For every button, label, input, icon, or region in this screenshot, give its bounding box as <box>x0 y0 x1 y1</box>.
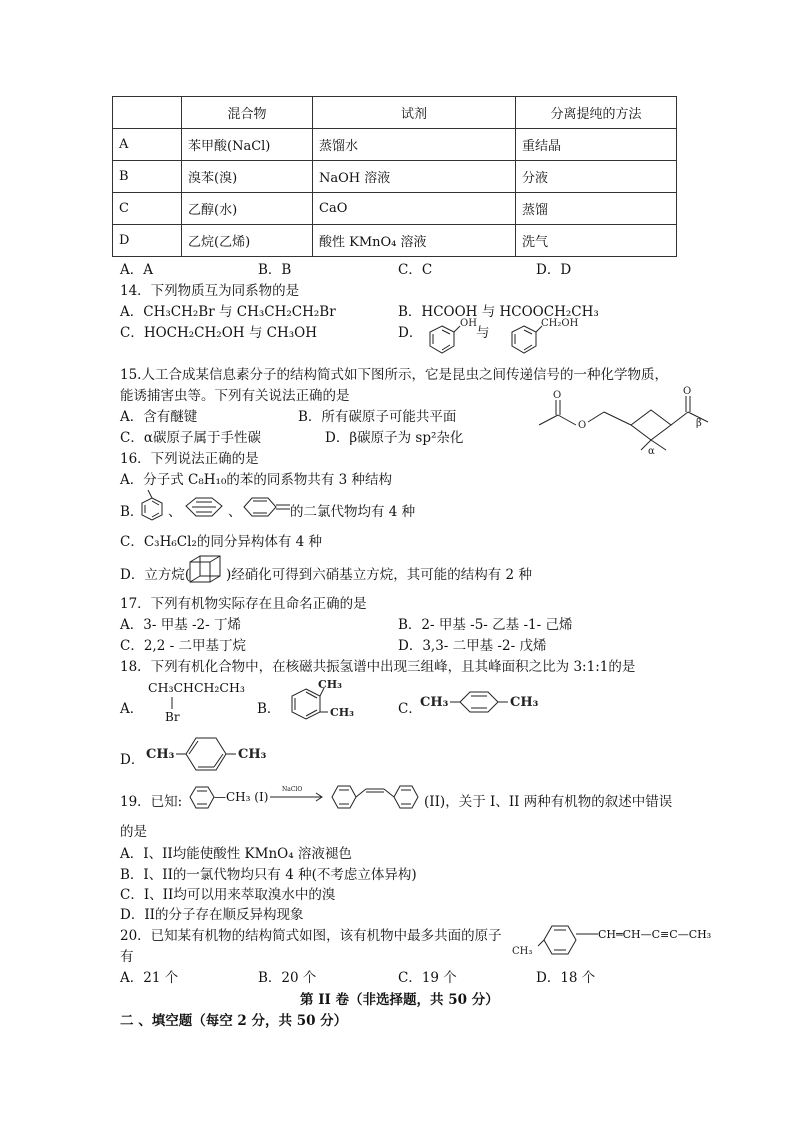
ch3-label: CH₃ <box>420 695 449 710</box>
q19-option-b[interactable]: B．I、II的一氯代物均只有 4 种(不考虑立体异构) <box>120 867 417 883</box>
q16-separator: 、 <box>168 504 182 520</box>
q19-option-a[interactable]: A．I、II均能使酸性 KMnO₄ 溶液褪色 <box>120 846 352 862</box>
table-header-cell: 分离提纯的方法 <box>516 97 677 129</box>
q19-option-c[interactable]: C．I、II均可以用来萃取溴水中的溴 <box>120 887 336 903</box>
q20-structure-ring <box>510 918 610 958</box>
table-row <box>113 129 677 161</box>
q17-option-c[interactable]: C．2,2 - 二甲基丁烷 <box>120 638 246 654</box>
table-cell: 乙烷(乙烯) <box>182 225 313 257</box>
pheromone-structure <box>536 380 736 460</box>
table-row <box>113 161 677 193</box>
ch3-label: CH₃ <box>510 695 539 710</box>
q18-stem: 18．下列有机化合物中，在核磁共振氢谱中出现三组峰，且其峰面积之比为 3:1:1的是 <box>120 659 636 675</box>
q13-option-c[interactable]: C．C <box>398 262 433 278</box>
table-row <box>113 193 677 225</box>
q14-option-a[interactable]: A．CH₃CH₂Br 与 CH₃CH₂CH₂Br <box>120 304 336 320</box>
q16-option-d-post[interactable]: )经硝化可得到六硝基立方烷，其可能的结构有 2 种 <box>226 567 532 583</box>
q16-separator: 、 <box>228 504 242 520</box>
q18-option-a-label[interactable]: A． <box>120 701 144 717</box>
table-row <box>113 225 677 257</box>
q16-option-d-pre[interactable]: D．立方烷( <box>120 567 191 583</box>
q19-pre: 19．已知: <box>120 794 183 810</box>
ester-o-label: O <box>553 390 562 401</box>
q19-post: (II)，关于 I、II 两种有机物的叙述中错误 <box>424 794 673 810</box>
q15-stem-line1: 15.人工合成某信息素分子的结构简式如下图所示，它是昆虫之间传递信号的一种化学物质， <box>120 367 668 383</box>
ch3-label: CH₃ <box>318 678 342 691</box>
bromo-bond <box>168 697 178 711</box>
table-cell: 乙醇(水) <box>182 193 313 225</box>
q17-option-d[interactable]: D．3,3- 二甲基 -2- 戊烯 <box>398 638 547 654</box>
alpha-label: α <box>648 446 655 457</box>
benzyl-alcohol-structure <box>510 312 580 356</box>
q14-stem: 14．下列物质互为同系物的是 <box>120 283 300 299</box>
table-cell: 蒸馏水 <box>313 129 516 161</box>
ch3-label: CH₃ <box>330 706 354 719</box>
table-cell: B <box>113 161 182 193</box>
table-cell: 分液 <box>516 161 677 193</box>
q17-option-b[interactable]: B．2- 甲基 -5- 乙基 -1- 己烯 <box>398 617 573 633</box>
part-two-heading: 二 、填空题（每空 2 分，共 50 分） <box>120 1013 348 1029</box>
table-cell: 酸性 KMnO₄ 溶液 <box>313 225 516 257</box>
q18-a-br: Br <box>165 710 180 724</box>
q14-option-b[interactable]: B．HCOOH 与 HCOOCH₂CH₃ <box>398 304 599 320</box>
table-header-row <box>113 97 677 129</box>
q20-stem-line1: 20．已知某有机物的结构简式如图，该有机物中最多共面的原子 <box>120 928 502 944</box>
oh-label: OH <box>460 318 477 329</box>
q16-option-a[interactable]: A．分子式 C₈H₁₀的苯的同系物共有 3 种结构 <box>120 472 393 488</box>
q19-option-d[interactable]: D．II的分子存在顺反异构现象 <box>120 907 304 923</box>
cubane-structure <box>188 554 224 584</box>
q15-option-b[interactable]: B．所有碳原子可能共平面 <box>298 409 457 425</box>
q17-stem: 17．下列有机物实际存在且命名正确的是 <box>120 596 367 612</box>
ketone-o-label: O <box>683 386 692 397</box>
q13-option-a[interactable]: A．A <box>120 262 153 278</box>
table-cell: D <box>113 225 182 257</box>
beta-label: β <box>696 418 702 429</box>
q18-a-formula: CH₃CHCH₂CH₃ <box>148 680 245 695</box>
q18-option-d-label[interactable]: D． <box>120 752 145 768</box>
q20-option-d[interactable]: D．18 个 <box>536 970 596 986</box>
q14-and: 与 <box>476 325 490 341</box>
table-cell: 洗气 <box>516 225 677 257</box>
q15-option-a[interactable]: A．含有醚键 <box>120 409 198 425</box>
q13-option-b[interactable]: B．B <box>258 262 292 278</box>
table-cell: NaOH 溶液 <box>313 161 516 193</box>
q17-option-a[interactable]: A．3- 甲基 -2- 丁烯 <box>120 617 241 633</box>
q20-option-b[interactable]: B．20 个 <box>258 970 317 986</box>
table-cell: 苯甲酸(NaCl) <box>182 129 313 161</box>
stilbene-structure <box>328 780 424 814</box>
q19-compound-i: —CH₃ (I) <box>214 790 269 804</box>
q14-option-d-label[interactable]: D． <box>398 325 423 341</box>
section-title: 第 II 卷（非选择题，共 50 分） <box>300 992 499 1008</box>
table-cell: 重结晶 <box>516 129 677 161</box>
bicyclic-diene-structure <box>182 494 226 520</box>
toluene-structure <box>140 488 170 524</box>
q15-stem-line2: 能诱捕害虫等。下列有关说法正确的是 <box>120 388 350 404</box>
reaction-arrow <box>270 792 326 802</box>
q16-option-b-tail[interactable]: 的二氯代物均有 4 种 <box>290 504 416 520</box>
q19-reagent: NaClO <box>282 786 303 793</box>
q19-stem-line2: 的是 <box>120 824 147 840</box>
table-header-cell <box>113 97 182 129</box>
table-cell: A <box>113 129 182 161</box>
q18-option-c-label[interactable]: C． <box>398 701 422 717</box>
q16-stem: 16．下列说法正确的是 <box>120 451 259 467</box>
q20-stem-line2: 有 <box>120 949 134 965</box>
table-cell: CaO <box>313 193 516 225</box>
para-diene-structure <box>420 686 560 718</box>
table-cell: 溴苯(溴) <box>182 161 313 193</box>
phenol-structure <box>428 312 478 356</box>
table-header-cell: 混合物 <box>182 97 313 129</box>
q16-option-c[interactable]: C．C₃H₆Cl₂的同分异构体有 4 种 <box>120 534 322 550</box>
table-header-cell: 试剂 <box>313 97 516 129</box>
ch2oh-label: CH₂OH <box>541 318 579 329</box>
table-cell: C <box>113 193 182 225</box>
q13-option-d[interactable]: D．D <box>536 262 572 278</box>
q14-option-c[interactable]: C．HOCH₂CH₂OH 与 CH₃OH <box>120 325 317 341</box>
ester-o-label: O <box>578 420 587 431</box>
q20-option-c[interactable]: C．19 个 <box>398 970 457 986</box>
ch3-label: CH₃ <box>146 747 175 762</box>
mixture-table <box>112 96 677 257</box>
table-cell: 蒸馏 <box>516 193 677 225</box>
q15-option-c[interactable]: C．α碳原子属于手性碳 <box>120 430 261 446</box>
ortho-xylene-structure <box>280 676 370 728</box>
ch3-label: CH₃ <box>238 747 267 762</box>
toluene-ring <box>186 784 216 812</box>
q20-chain: CH═CH—C≡C—CH₃ <box>598 928 712 941</box>
q18-option-b-label[interactable]: B． <box>257 701 281 717</box>
q15-option-d[interactable]: D．β碳原子为 sp²杂化 <box>325 430 464 446</box>
para-xylene-structure <box>146 734 286 774</box>
q20-option-a[interactable]: A．21 个 <box>120 970 179 986</box>
ch3-label: CH₃ <box>512 946 533 957</box>
q16-option-b-label[interactable]: B． <box>120 504 144 520</box>
